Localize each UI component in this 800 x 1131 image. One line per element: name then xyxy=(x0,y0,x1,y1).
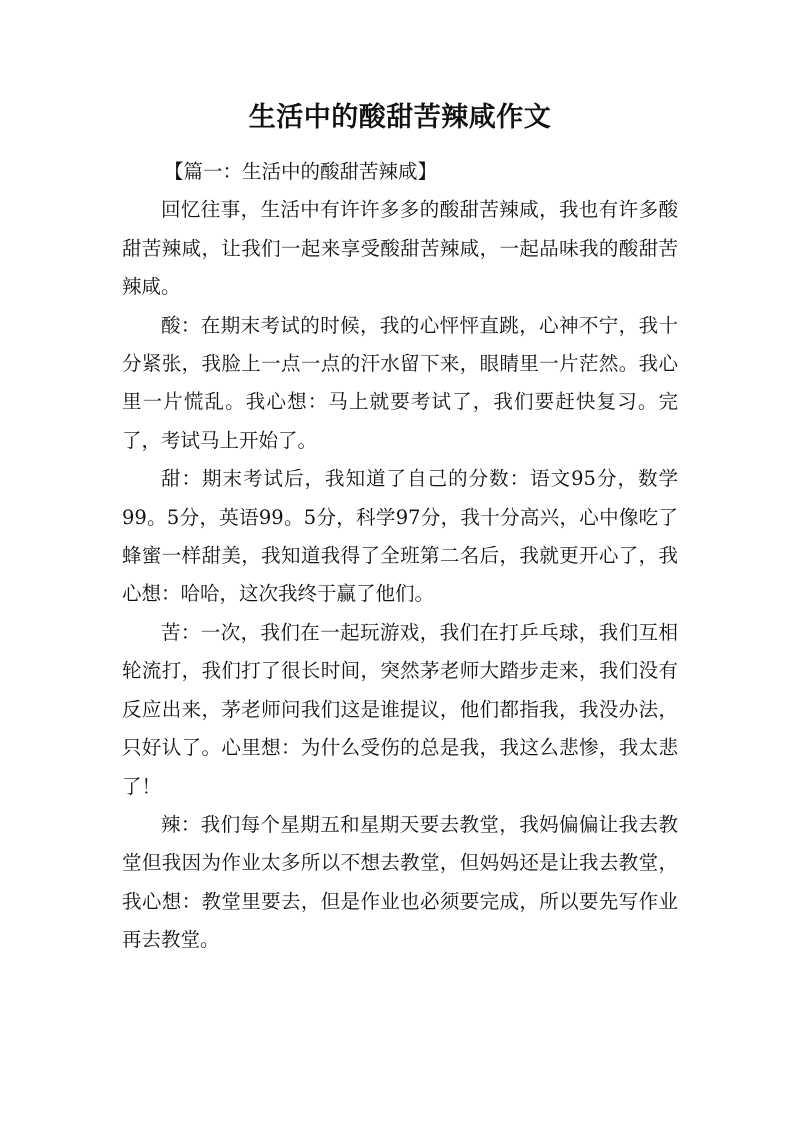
paragraph-intro: 回忆往事，生活中有许许多多的酸甜苦辣咸，我也有许多酸甜苦辣咸，让我们一起来享受酸甜苦辣咸，一起品味我的酸甜苦辣咸。 xyxy=(122,198,678,299)
paragraph-sweet: 甜：期末考试后，我知道了自己的分数：语文95分，数学99。5分，英语99。5分，科学97分，我十分高兴，心中像吃了蜂蜜一样甜美，我知道我得了全班第二名后，我就更开心了，我心想：哈哈，这次我终于赢了他们。 xyxy=(122,467,678,606)
paragraph-sour: 酸：在期末考试的时候，我的心怦怦直跳，心神不宁，我十分紧张，我脸上一点一点的汗水留下来，眼睛里一片茫然。我心里一片慌乱。我心想：马上就要考试了，我们要赶快复习。完了，考试马上开始了。 xyxy=(122,313,678,452)
section-heading: 【篇一：生活中的酸甜苦辣咸】 xyxy=(164,160,438,183)
paragraph-spicy: 辣：我们每个星期五和星期天要去教堂，我妈偏偏让我去教堂但我因为作业太多所以不想去教堂，但妈妈还是让我去教堂，我心想：教堂里要去，但是作业也必须要完成，所以要先写作业再去教堂。 xyxy=(122,812,678,952)
document-body xyxy=(122,153,678,960)
document-title: 生活中的酸甜苦辣咸作文 xyxy=(248,102,552,133)
paragraph-bitter: 苦：一次，我们在一起玩游戏，我们在打乒乓球，我们互相轮流打，我们打了很长时间，突然茅老师大踏步走来，我们没有反应出来，茅老师问我们这是谁提议，他们都指我，我没办法，只好认了。心里想：为什么受伤的总是我，我这么悲惨，我太悲了！ xyxy=(122,620,678,798)
